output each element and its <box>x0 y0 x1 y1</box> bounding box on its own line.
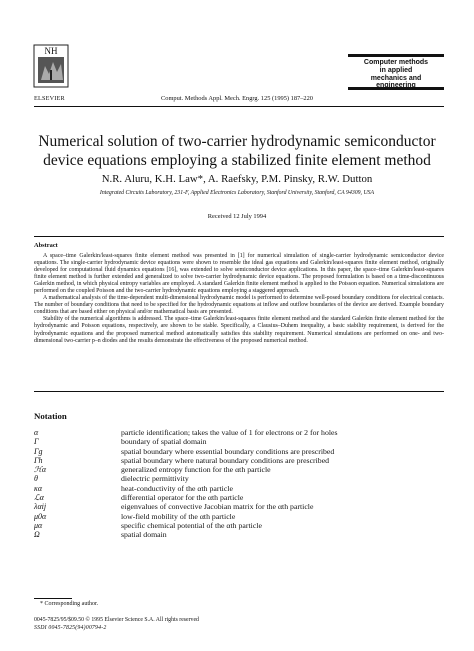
ssdi-identifier: SSDI 0045-7825(94)00794-2 <box>34 625 107 631</box>
notation-symbol: Γg <box>34 446 43 456</box>
journal-line: mechanics and <box>370 74 422 82</box>
notation-list <box>34 428 444 540</box>
notation-symbol: α <box>34 428 39 437</box>
notation-symbol: ℋα <box>34 465 47 475</box>
abstract-heading: Abstract <box>34 242 58 249</box>
notation-symbol: λαij <box>34 502 47 512</box>
notation-row <box>34 493 444 502</box>
notation-description: eigenvalues of convective Jacobian matrix for the αth particle <box>121 502 314 512</box>
corresponding-author-footnote: * Corresponding author. <box>40 601 99 607</box>
notation-symbol: θ <box>34 474 38 484</box>
notation-row <box>34 437 444 446</box>
notation-description: differential operator for the αth particle <box>121 493 244 503</box>
publisher-mark: NH <box>44 46 58 56</box>
publisher-name: ELSEVIER <box>34 95 65 102</box>
header-divider <box>34 106 444 107</box>
notation-divider <box>34 391 444 392</box>
notation-description: boundary of spatial domain <box>121 437 207 447</box>
author-list: N.R. Aluru, K.H. Law*, A. Raefsky, P.M. Pinsky, R.W. Dutton <box>101 173 373 185</box>
copyright-line: 0045-7825/95/$09.50 © 1995 Elsevier Science S.A. All rights reserved <box>34 617 199 623</box>
notation-row <box>34 465 444 474</box>
notation-symbol: μ0α <box>34 511 47 521</box>
article-title <box>20 132 454 170</box>
notation-row <box>34 512 444 521</box>
notation-row <box>34 502 444 511</box>
received-date: Received 12 July 1994 <box>207 213 267 220</box>
notation-description: spatial boundary where natural boundary conditions are prescribed <box>121 455 330 465</box>
journal-line: Computer methods <box>363 59 429 66</box>
notation-row <box>34 521 444 530</box>
abstract-divider <box>34 236 444 237</box>
notation-description: spatial boundary where essential boundary conditions are prescribed <box>121 446 335 456</box>
notation-description: dielectric permittivity <box>121 474 189 484</box>
notation-row <box>34 484 444 493</box>
journal-title-box <box>348 54 444 90</box>
notation-description: low-field mobility of the αth particle <box>121 511 236 521</box>
notation-row <box>34 447 444 456</box>
journal-line: engineering <box>376 82 416 90</box>
notation-description: heat-conductivity of the αth particle <box>121 483 233 493</box>
notation-description: generalized entropy function for the αth particle <box>121 465 271 475</box>
journal-line: in applied <box>379 66 413 74</box>
notation-row <box>34 474 444 483</box>
notation-description: specific chemical potential of the αth particle <box>121 520 262 530</box>
abstract-paragraph: Stability of the numerical algorithms is addressed. The space–time Galerkin/least-squares finite element method and the standard Galerkin finite element method for the hydrodynamic and Poisson equations, respectively, are shown to be stable. Specifically, a Clausius–Duhem inequality, a basic stability requirement, is derived for the hydrodynamic equations and the proposed numerical method automatically satisfies this stability requirement. Numerical simulations are performed on one- and two-dimensional two-carrier p–n diodes and the results demonstrate the effectiveness of the proposed numerical method. <box>34 316 444 344</box>
notation-symbol: Γh <box>34 455 43 465</box>
notation-symbol: Γ <box>34 437 39 447</box>
journal-citation: Comput. Methods Appl. Mech. Engrg. 125 (1995) 187–220 <box>160 95 313 102</box>
notation-row <box>34 456 444 465</box>
notation-symbol: μα <box>34 520 43 530</box>
notation-row <box>34 428 444 437</box>
notation-symbol: κα <box>34 483 43 493</box>
footnote-divider <box>34 598 72 599</box>
title-line: Numerical solution of two-carrier hydrodynamic semiconductor <box>38 133 436 150</box>
author-affiliation: Integrated Circuits Laboratory, 231-F, Applied Electronics Laboratory, Stanford University, Stanford, CA 94309, USA <box>99 190 375 196</box>
abstract-paragraph: A mathematical analysis of the time-dependent multi-dimensional hydrodynamic model is performed to determine well-posed boundary conditions for electrical contacts. The number of boundary conditions that need to be specified for the hydrodynamic equations at inflow and outflow boundaries of the device are derived. Example boundary conditions that are based either on physical and/or mathematical basis are presented. <box>34 295 444 316</box>
notation-row <box>34 530 444 539</box>
notation-symbol: Ω <box>34 530 40 540</box>
notation-symbol: ℒα <box>34 493 44 503</box>
elsevier-tree-logo-icon <box>33 44 69 88</box>
title-line: device equations employing a stabilized finite element method <box>43 152 431 169</box>
notation-heading: Notation <box>34 411 67 421</box>
abstract-paragraph: A space–time Galerkin/least-squares finite element method was presented in [1] for numerical simulation of single-carrier hydrodynamic semiconductor device equations. The single-carrier hydrodynamic device equations were shown to resemble the ideal gas equations and Galerkin/least-squares finite element method, originally developed for computational fluid dynamics equations [16], was extended to solve semiconductor device applications. In this paper, the space–time Galerkin/least-squares finite element method is further extended and generalized to solve two-carrier hydrodynamic device equations. The proposed formulation is based on a time-discontinuous Galerkin method, in which physical entropy variables are employed. A standard Galerkin finite element method is applied to the Poisson equation. Numerical simulations are performed on the coupled Poisson and the two-carrier hydrodynamic equations employing a staggered approach. <box>34 253 444 295</box>
notation-description: spatial domain <box>121 530 167 540</box>
abstract-body <box>34 253 444 345</box>
notation-description: particle identification; takes the value of 1 for electrons or 2 for holes <box>121 428 338 437</box>
